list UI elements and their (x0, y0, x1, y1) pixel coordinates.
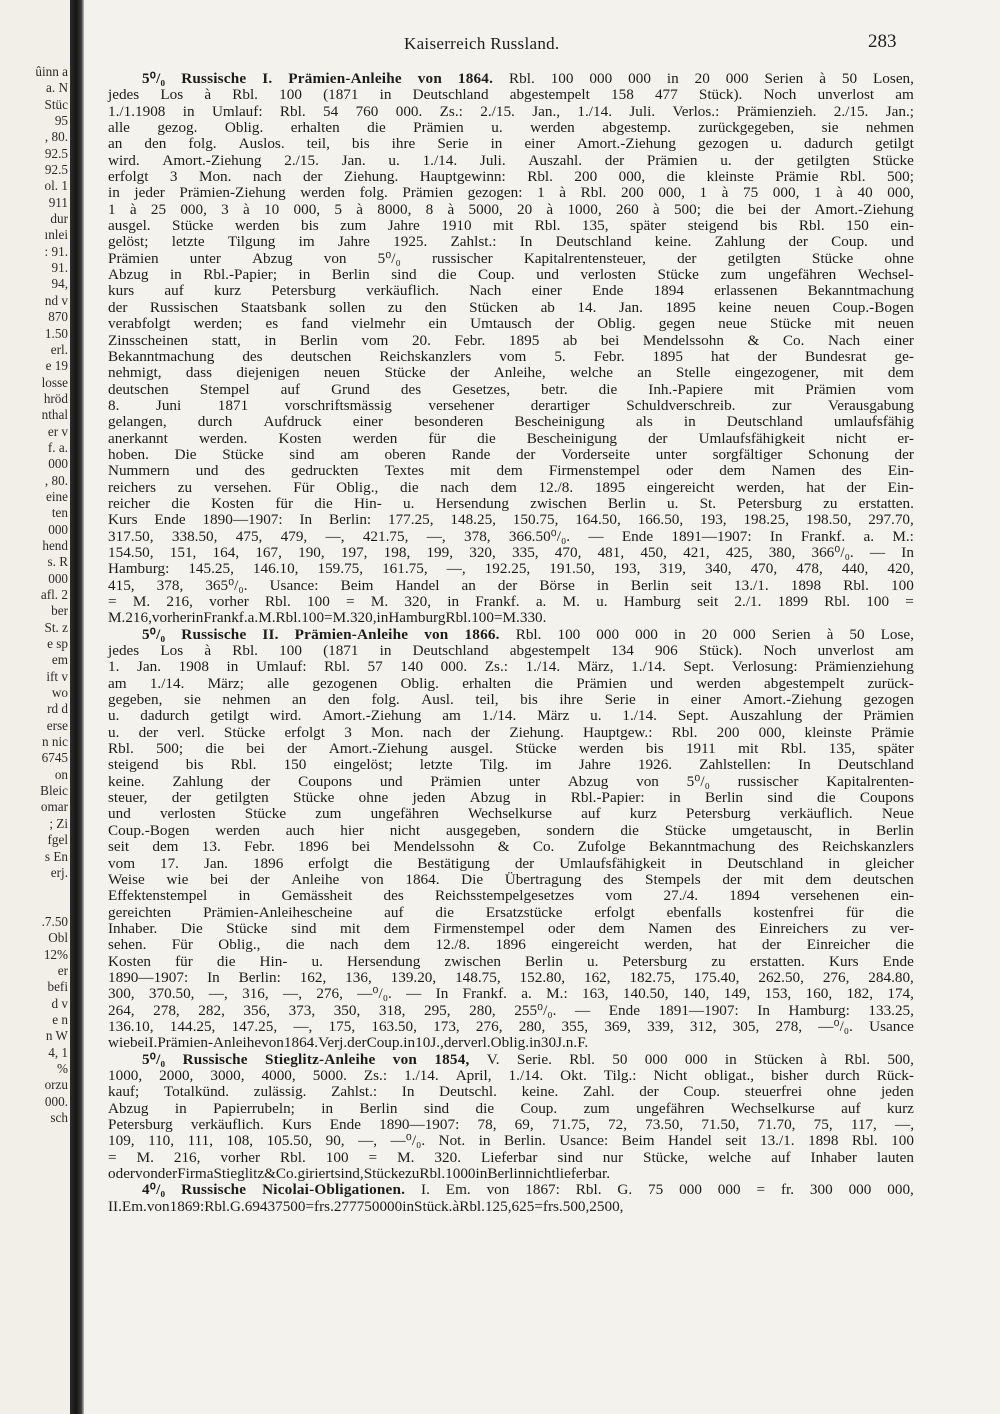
text-line: vom 17. Jan. 1896 erfolgt die Bestätigung der Umlaufsfähigkeit in Deutschland in gleicher (108, 854, 914, 872)
text-line: M. 216, vorher in Frankf. a. M. Rbl. 100 = M. 320, in Hamburg Rbl. 100 = M. 330. (108, 609, 547, 627)
facing-page-line: d v (51, 995, 68, 1011)
facing-page-line: 92.5 (44, 162, 68, 178)
text-line: Kosten für die Hin- u. Hersendung zwischen Berlin u. Petersburg zu erstatten. Kurs Ende (108, 952, 914, 970)
text-line: 1000, 2000, 3000, 4000, 5000. Zs.: 1./14. April, 1./14. Okt. Tilg.: Nicht obligat., bisher durch Rück- (108, 1066, 914, 1084)
text-line: 136.10, 144.25, 147.25, —, 175, 163.50, 173, 276, 280, 355, 369, 339, 312, 305, 278, —⁰/₀. Usance (108, 1017, 914, 1035)
facing-page-line: dur (50, 211, 68, 227)
text-line: anerkannt werden. Kosten werden für die Bescheinigung der Umlaufsfähigkeit nicht er- (108, 429, 914, 447)
facing-page-line: n nic (41, 734, 68, 750)
facing-page-line: 95 (54, 113, 68, 129)
facing-page-line: , 80. (44, 472, 68, 488)
text-line: 1890—1907: In Berlin: 162, 136, 139.20, 148.75, 152.80, 162, 182.75, 175.40, 262.50, 276, 284.80, (108, 968, 914, 986)
text-line: = M. 216, vorher Rbl. 100 = M. 320. Lieferbar sind nur Stücke, welche auf Inhaber lauten (108, 1148, 914, 1166)
facing-page-line (4, 881, 68, 897)
text-line: wird. Amort.-Ziehung 2./15. Jan. u. 1./14. Juli. Auszahl. der Prämien u. der getilgten Stücke (108, 151, 914, 169)
facing-page-line: hend (42, 537, 68, 553)
text-line: u. der verl. Stücke erfolgt 3 Mon. nach der Ziehung. Hauptgew.: Rbl. 200 000, kleinste Prämie (108, 723, 914, 741)
facing-page-line: em (51, 652, 68, 668)
text-line: an den folg. Auslos. teil, bis ihre Serie in einer Amort.-Ziehung gezogen u. dadurch getilgt (108, 135, 914, 153)
text-line: gelöst; letzte Tilgung im Jahre 1925. Zahlst.: In Deutschland keine. Zahlung der Coup. und (108, 233, 914, 251)
facing-page-line: 1.50 (44, 325, 68, 341)
facing-page-line: ber (51, 603, 68, 619)
text-line: 317.50, 338.50, 475, 479, —, 421.75, —, 378, 366.50⁰/₀. — Ende 1891—1907: In Frankf. a. M.: (108, 527, 914, 545)
facing-page-line: s. R (47, 554, 68, 570)
text-line: 154.50, 151, 164, 167, 190, 197, 198, 199, 320, 335, 470, 481, 450, 421, 425, 380, 366⁰/₀. — In (108, 543, 914, 561)
facing-page-line: fgel (47, 832, 68, 848)
facing-page-line: nthal (41, 407, 68, 423)
running-head: Kaiserreich Russland. (404, 34, 560, 53)
facing-page-line: 94, (51, 276, 68, 292)
facing-page-text (4, 64, 68, 1126)
text-line: 1 à 25 000, 3 à 10 000, 5 à 8000, 8 à 5000, 20 à 1000, 260 à 500; die bei der Amort.-Ziehung (108, 200, 914, 218)
facing-page-line: 870 (48, 309, 68, 325)
text-line: reicher die Kosten für die Hin- u. Hersendung zwischen Berlin u. St. Petersburg zu erstatten. (108, 494, 914, 512)
entry-heading-line: 5⁰/₀ Russische I. Prämien-Anleihe von 1864. Rbl. 100 000 000 in 20 000 Serien à 50 Losen, (142, 70, 914, 87)
facing-page-line: 911 (48, 194, 68, 210)
facing-page-line: erl. (50, 341, 68, 357)
facing-page-line: f. a. (47, 439, 68, 455)
text-line: alle gezog. Oblig. erhalten die Prämien u. werden abgestemp. zurückgegeben, sie nehmen (108, 119, 914, 137)
facing-page-line: wo (51, 685, 68, 701)
text-line: wie bei I. Prämien-Anleihe von 1864. Verj. der Coup. in 10 J., der verl. Oblig. in 30 J. n. F. (108, 1034, 589, 1052)
facing-page-line: s En (44, 848, 68, 864)
facing-page-line: 12% (43, 946, 68, 962)
facing-page-line: , 80. (44, 129, 68, 145)
facing-page-line: ol. 1 (44, 178, 68, 194)
facing-page-line: erse (46, 717, 68, 733)
text-line: am 1./14. März; alle gezogenen Oblig. erhalten die Prämien und werden abgestempelt zurück- (108, 674, 914, 692)
entry-heading-line: 4⁰/₀ Russische Nicolai-Obligationen. I. Em. von 1867: Rbl. G. 75 000 000 = fr. 300 000 000, (142, 1181, 914, 1199)
text-line: steuer, der getilgten Stücke ohne jeden Abzug in Rbl.-Papier: in Berlin sind die Coupons (108, 789, 914, 807)
facing-page-line: hröd (43, 390, 68, 406)
bond-entry (108, 1052, 914, 1183)
text-line: kauf; Totalkünd. zulässig. Zahlst.: In Deutschl. keine. Zahl. der Coup. steuerfrei ohne jeden (108, 1083, 914, 1101)
facing-page-line: % (57, 1060, 68, 1076)
facing-page-line: on (54, 766, 68, 782)
text-line: reichers zu versehen. Für Oblig., die nach dem 12./8. 1895 eingereicht werden, hat der Ein- (108, 478, 914, 496)
facing-page-line: afl. 2 (40, 587, 68, 602)
facing-page-line: losse (41, 374, 68, 390)
facing-page-line: 6745 (41, 750, 68, 766)
facing-page-line: eine (46, 488, 68, 504)
bond-entry (108, 627, 914, 1052)
facing-page-line: 000. (44, 1093, 68, 1109)
text-line: 1. Jan. 1908 in Umlauf: Rbl. 57 140 000. Zs.: 1./14. März, 1./14. Sept. Verlosung: Prämienziehung (108, 658, 914, 676)
entry-heading-line: 5⁰/₀ Russische II. Prämien-Anleihe von 1866. Rbl. 100 000 000 in 20 000 Serien à 50 Lose, (142, 625, 914, 643)
facing-page-line: .7.50 (41, 913, 68, 929)
facing-page-line: n W (45, 1028, 68, 1044)
text-line: 264, 278, 282, 356, 373, 350, 318, 295, 280, 255⁰/₀. — Ende 1891—1907: In Hamburg: 133.25, (108, 1001, 914, 1019)
text-line: nehmigt, dass diejenigen neuen Stücke der Anleihe, welche an Stelle eingezogener, mit dem (108, 364, 914, 382)
page-number: 283 (868, 31, 897, 52)
facing-page-line: omar (40, 799, 68, 815)
entry-heading-line: 5⁰/₀ Russische Stieglitz-Anleihe von 1854, V. Serie. Rbl. 50 000 000 in Stücken à Rbl. 500, (142, 1050, 914, 1068)
facing-page-line: Stüc (44, 96, 68, 112)
facing-page-line: e 19 (45, 358, 68, 374)
facing-page-line: a. N (46, 80, 68, 96)
facing-page-line: ten (51, 505, 68, 521)
text-line: Effektenstempel in Gemässheit des Reichsstempelgesetzes vom 27./4. 1894 versehenen ein- (108, 887, 914, 905)
facing-page-line: 000 (48, 456, 68, 472)
text-line: der Russischen Staatsbank sollen zu den Stücken ab 14. Jan. 1895 keine neuen Coup.-Bogen (108, 298, 914, 316)
text-line: jedes Los à Rbl. 100 (1871 in Deutschland abgestempelt 134 906 Stück). Noch unverlost am (108, 642, 914, 660)
text-line: verabfolgt werden; es fand vielmehr ein Umtausch der Oblig. gegen neue Stücke mit neuen (108, 315, 914, 333)
text-line: Abzug in Rbl.-Papier; in Berlin sind die Coup. und verlosten Stücke zum ungefähren Wechsel- (108, 266, 914, 284)
facing-page-line: er v (47, 423, 68, 439)
text-line: jedes Los à Rbl. 100 (1871 in Deutschland abgestempelt 158 477 Stück). Noch unverlost am (108, 86, 914, 104)
text-line: 8. Juni 1871 vorschriftsmässig versehener derartiger Schuldverschreib. zur Verausgabung (108, 396, 914, 414)
facing-page-line: e sp (47, 636, 68, 652)
bond-entry (108, 71, 914, 627)
bond-entry (108, 1182, 914, 1215)
text-line: = M. 216, vorher Rbl. 100 = M. 320, in Frankf. a. M. u. Hamburg seit 2./1. 1899 Rbl. 100 = (108, 593, 914, 610)
text-line: Nummern und des gedruckten Textes mit dem Firmenstempel oder dem Namen des Ein- (108, 462, 914, 480)
facing-page-line: rd d (47, 701, 68, 717)
text-line: gereichten Prämien-Anleihescheine auf die Ersatzstücke erfolgt ebenfalls kostenfrei für die (108, 903, 914, 921)
text-line: Coup.-Bogen werden auch hier nicht ausgegeben, sondern die Stücke umgetauscht, in Berlin (108, 821, 914, 839)
text-line: Weise wie bei der Anleihe von 1864. Die Übertragung des Stempels der mit dem deutschen (108, 870, 914, 888)
text-line: deutschen Stempel auf Grund des Gesetzes, betr. die Inh.-Papiere mit Prämien vom (108, 380, 914, 398)
facing-page-line: nd v (44, 292, 68, 308)
text-line: Petersburg verkäuflich. Kurs Ende 1890—1907: 78, 69, 71.75, 72, 73.50, 71.50, 71.70, 75, 117, —, (108, 1116, 914, 1133)
book-gutter-shadow (70, 0, 84, 1414)
text-line: gelangen, durch Aufdruck einer besonderen Bescheinigung als in Deutschland umlaufsfähig (108, 413, 914, 431)
facing-page-line: 000 (48, 521, 68, 537)
facing-page-line: 92.5 (44, 145, 68, 161)
text-line: gegeben, sie nehmen an den folg. Ausl. teil, bis ihre Serie in einer Amort.-Ziehung gezogen (108, 691, 914, 709)
facing-page-line: St. z (44, 619, 68, 635)
facing-page-line: ınlei (44, 227, 68, 243)
facing-page-line: ûinn a (35, 64, 68, 79)
text-line: sehen. Für Oblig., die nach dem 12./8. 1896 eingereicht werden, hat der Einreicher die (108, 936, 914, 954)
facing-page-line: erj. (50, 864, 68, 880)
text-line: erfolgt 3 Mon. nach der Ziehung. Hauptgewinn: Rbl. 200 000, die kleinste Prämie Rbl. 500; (108, 168, 914, 186)
text-line: 415, 378, 365⁰/₀. Usance: Beim Handel an der Börse in Berlin seit 13./1. 1898 Rbl. 100 (108, 576, 914, 594)
facing-page-line: 91. (51, 260, 68, 276)
text-line: kurs auf kurz Petersburg verkäuflich. Nach einer Ende 1894 erlassenen Bekanntmachung (108, 282, 914, 300)
text-line: Inhaber. Die Stücke sind mit dem Firmenstempel oder dem Namen des Einreichers zu ver- (108, 919, 914, 937)
facing-page-line: 000 (48, 570, 68, 586)
facing-page-line: sch (50, 1110, 68, 1125)
text-line: ausgel. Stücke werden bis zum Jahre 1910 mit Rbl. 135, später steigend bis Rbl. 150 ein- (108, 217, 914, 235)
facing-page-line: befi (47, 979, 68, 995)
text-line: Hamburg: 145.25, 146.10, 159.75, 161.75, —, 192.25, 191.50, 193, 319, 340, 470, 478, 440, 420, (108, 560, 914, 578)
facing-page-line: Bleic (40, 783, 68, 799)
text-line: und verlosten Stücke zum ungefähren Wechselkurse auf kurz Petersburg verkäuflich. Neue (108, 805, 914, 823)
text-line: hoben. Die Stücke sind am oberen Rande der Vorderseite unter sorgfältiger Schonung der (108, 445, 914, 463)
facing-page-line: er (57, 962, 68, 978)
facing-page-line: e n (52, 1011, 68, 1027)
facing-page-line: ift v (46, 668, 68, 684)
text-line: 1./1.1908 in Umlauf: Rbl. 54 760 000. Zs.: 2./15. Jan., 1./14. Juli. Verlos.: Prämienzieh. 2./15. Jan.; (108, 102, 914, 120)
text-line: Prämien unter Abzug von 5⁰/₀ russischer Kapitalrentensteuer, der getilgten Stücke ohne (108, 249, 914, 267)
book-page (84, 0, 1000, 1414)
facing-page-line: orzu (44, 1077, 68, 1093)
text-line: in jeder Prämien-Ziehung werden folg. Prämien gezogen: 1 à Rbl. 200 000, 1 à 75 000, 1 à 40 000, (108, 184, 914, 202)
text-line: 109, 110, 111, 108, 105.50, 90, —, —⁰/₀. Not. in Berlin. Usance: Beim Handel seit 13./1. 1898 Rbl. 100 (108, 1132, 914, 1150)
text-line: Abzug in Papierrubeln; in Berlin sind die Coup. zum ungefähren Wechselkurse auf kurz (108, 1099, 914, 1117)
text-line: Kurs Ende 1890—1907: In Berlin: 177.25, 148.25, 150.75, 164.50, 166.50, 193, 198.25, 198.50, 297.70, (108, 511, 914, 529)
page-body (108, 71, 914, 1215)
text-line: Zinsscheinen statt, in Berlin vom 20. Febr. 1895 ab bei Mendelssohn & Co. Nach einer (108, 331, 914, 349)
text-line: oder von der Firma Stieglitz & Co. giriert sind, Stücke zu Rbl. 1000 in Berlin nicht lieferbar. (108, 1165, 611, 1183)
text-line: steigend bis Rbl. 150 eingelöst; letzte Tilg. im Jahre 1926. Zahlstellen: In Deutschland (108, 756, 914, 774)
text-line: II. Em. von 1869: Rbl. G. 69 437 500 = frs. 277 750 000 in Stück. à Rbl. 125, 625 = frs. 500, 2500, (108, 1197, 624, 1215)
facing-page-line: : 91. (44, 243, 68, 259)
facing-page-line (4, 898, 68, 914)
facing-page-line: ; Zi (49, 815, 68, 831)
text-line: keine. Zahlung der Coupons und Prämien unter Abzug von 5⁰/₀ russischer Kapitalrenten- (108, 772, 914, 790)
text-line: Bekanntmachung des deutschen Reichskanzlers vom 5. Febr. 1895 hat der Bundesrat ge- (108, 347, 914, 365)
text-line: 300, 370.50, —, 316, —, 276, —⁰/₀. — In Frankf. a. M.: 163, 140.50, 140, 149, 153, 160, 182, 174, (108, 985, 914, 1003)
text-line: u. dadurch getilgt wird. Amort.-Ziehung am 1./14. März u. 1./14. Sept. Auszahlung der Prämien (108, 707, 914, 725)
text-line: Rbl. 500; die bei der Amort.-Ziehung ausgel. Stücke werden bis 1911 mit Rbl. 135, später (108, 740, 914, 758)
facing-page-line: Obl (48, 930, 68, 946)
facing-page-line: 4, 1 (48, 1044, 68, 1060)
text-line: seit dem 13. Febr. 1896 bei Mendelssohn & Co. Zufolge Bekanntmachung des Reichskanzlers (108, 838, 914, 856)
